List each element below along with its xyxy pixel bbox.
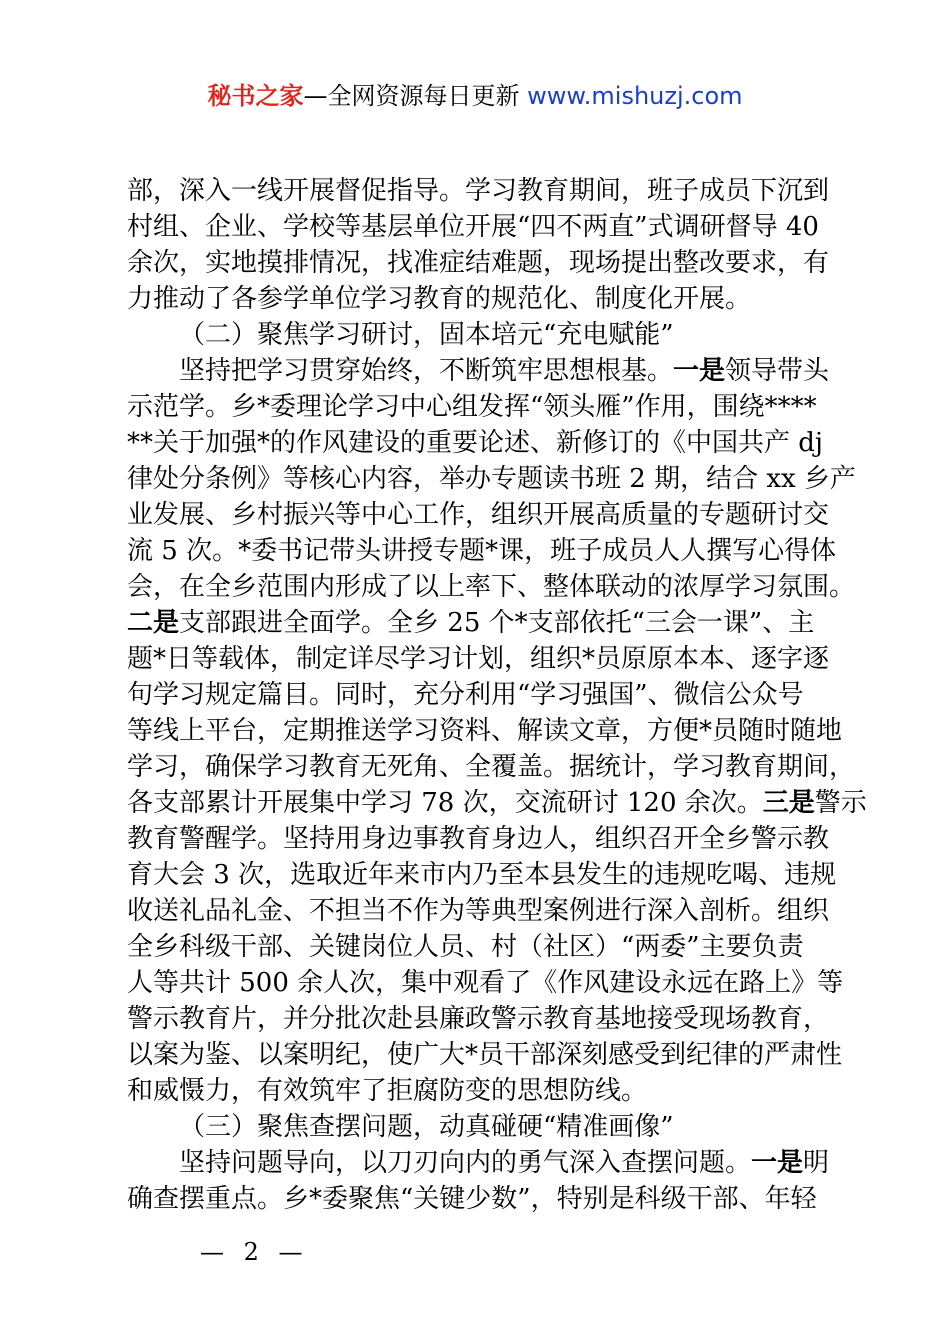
paragraph-line: 教育警醒学。坚持用身边事教育身边人，组织召开全乡警示教 bbox=[127, 824, 830, 854]
paragraph-line: 示范学。乡*委理论学习中心组发挥“领头雁”作用，围绕**** bbox=[127, 392, 817, 422]
paragraph-line: 部，深入一线开展督促指导。学习教育期间，班子成员下沉到 bbox=[127, 176, 830, 206]
bold-marker: 二是 bbox=[127, 608, 180, 638]
paragraph-line: 力推动了各参学单位学习教育的规范化、制度化开展。 bbox=[127, 284, 752, 314]
paragraph-line: 学习，确保学习教育无死角、全覆盖。据统计，学习教育期间， bbox=[127, 752, 856, 782]
paragraph-line: 全乡科级干部、关键岗位人员、村（社区）“两委”主要负责 bbox=[127, 932, 804, 962]
paragraph-line: 收送礼品礼金、不担当不作为等典型案例进行深入剖析。组织 bbox=[127, 896, 830, 926]
paragraph-line: **关于加强*的作风建设的重要论述、新修订的《中国共产 dj bbox=[127, 428, 823, 458]
site-header bbox=[0, 80, 950, 112]
header-tagline: —全网资源每日更新 bbox=[303, 82, 528, 110]
text-run: 支部跟进全面学。全乡 25 个*支部依托“三会一课”、主 bbox=[179, 608, 815, 638]
paragraph-line bbox=[127, 785, 867, 821]
paragraph-line: 题*日等载体，制定详尽学习计划，组织*员原原本本、逐字逐 bbox=[127, 644, 830, 674]
paragraph-line: 以案为鉴、以案明纪，使广大*员干部深刻感受到纪律的严肃性 bbox=[127, 1040, 843, 1070]
page-number: — 2 — bbox=[200, 1238, 309, 1266]
paragraph-line: 确查摆重点。乡*委聚焦“关键少数”，特别是科级干部、年轻 bbox=[127, 1184, 817, 1214]
text-run: 各支部累计开展集中学习 78 次，交流研讨 120 余次。 bbox=[127, 788, 763, 818]
paragraph-line: 会，在全乡范围内形成了以上率下、整体联动的浓厚学习氛围。 bbox=[127, 572, 856, 602]
paragraph-line bbox=[127, 605, 837, 641]
paragraph-line: 育大会 3 次，选取近年来市内乃至本县发生的违规吃喝、违规 bbox=[127, 860, 837, 890]
paragraph-line: 句学习规定篇目。同时，充分利用“学习强国”、微信公众号 bbox=[127, 680, 804, 710]
brand-name: 秘书之家 bbox=[207, 82, 304, 110]
text-run: 明 bbox=[803, 1148, 830, 1178]
paragraph-line: 律处分条例》等核心内容，举办专题读书班 2 期，结合 xx 乡产 bbox=[127, 464, 856, 494]
text-run: 警示 bbox=[814, 788, 867, 818]
paragraph-line: 等线上平台，定期推送学习资料、解读文章，方便*员随时随地 bbox=[127, 716, 843, 746]
paragraph-line: 业发展、乡村振兴等中心工作，组织开展高质量的专题研讨交 bbox=[127, 500, 830, 530]
paragraph-line: 村组、企业、学校等基层单位开展“四不两直”式调研督导 40 bbox=[127, 212, 819, 242]
paragraph-line: 流 5 次。*委书记带头讲授专题*课，班子成员人人撰写心得体 bbox=[127, 536, 837, 566]
document-body bbox=[127, 173, 867, 1217]
paragraph-line bbox=[127, 1145, 837, 1181]
paragraph-line: 和威慑力，有效筑牢了拒腐防变的思想防线。 bbox=[127, 1076, 648, 1106]
text-run: 坚持问题导向，以刀刃向内的勇气深入查摆问题。 bbox=[179, 1148, 752, 1178]
paragraph-line: 人等共计 500 余人次，集中观看了《作风建设永远在路上》等 bbox=[127, 968, 844, 998]
section-heading-3: （三）聚焦查摆问题，动真碰硬“精准画像” bbox=[179, 1112, 674, 1142]
section-heading-2: （二）聚焦学习研讨，固本培元“充电赋能” bbox=[179, 320, 674, 350]
bold-marker: 三是 bbox=[762, 788, 815, 818]
bold-marker: 一是 bbox=[751, 1148, 804, 1178]
paragraph-line: 余次，实地摸排情况，找准症结难题，现场提出整改要求，有 bbox=[127, 248, 830, 278]
site-url-link[interactable]: www.mishuzj.com bbox=[527, 82, 743, 110]
paragraph-line: 警示教育片，并分批次赴县廉政警示教育基地接受现场教育， bbox=[127, 1004, 830, 1034]
text-run: 坚持把学习贯穿始终，不断筑牢思想根基。 bbox=[179, 356, 674, 386]
paragraph-line bbox=[127, 353, 837, 389]
bold-marker: 一是 bbox=[673, 356, 726, 386]
text-run: 领导带头 bbox=[725, 356, 830, 386]
